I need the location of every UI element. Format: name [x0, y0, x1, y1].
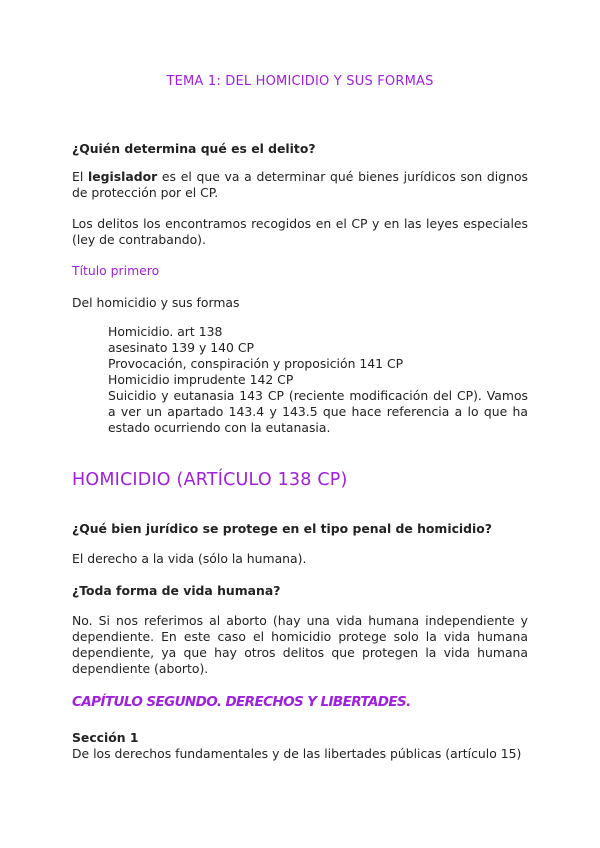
paragraph-legislador: [72, 169, 528, 201]
paragraph-legislador-prefix: El: [72, 169, 88, 184]
heading-capitulo-segundo: CAPÍTULO SEGUNDO. DERECHOS Y LIBERTADES.: [72, 694, 411, 710]
question-bien-juridico: ¿Qué bien jurídico se protege en el tipo penal de homicidio?: [72, 521, 492, 536]
heading-homicidio: HOMICIDIO (ARTÍCULO 138 CP): [72, 470, 348, 490]
list-item: Suicidio y eutanasia 143 CP (reciente modificación del CP). Vamos a ver un apartado 143.4 y 143.5 que hace referencia a lo que ha estado ocurriendo con la eutanasia.: [108, 388, 528, 435]
list-item: Provocación, conspiración y proposición 141 CP: [108, 356, 404, 371]
list-item: Homicidio imprudente 142 CP: [108, 372, 294, 387]
paragraph-legislador-suffix: es el que va a determinar qué bienes jurídicos son dignos de protección por el CP.: [72, 169, 528, 200]
paragraph-homicidio-formas: Del homicidio y sus formas: [72, 295, 240, 310]
page-title: TEMA 1: DEL HOMICIDIO Y SUS FORMAS: [166, 74, 434, 89]
subtitle-titulo-primero: Título primero: [72, 263, 160, 278]
question-toda-forma: ¿Toda forma de vida humana?: [72, 583, 281, 598]
list-item: asesinato 139 y 140 CP: [108, 340, 254, 355]
question-who-determines: ¿Quién determina qué es el delito?: [72, 141, 316, 156]
section-label: Sección 1: [72, 730, 139, 745]
paragraph-delitos: Los delitos los encontramos recogidos en el CP y en las leyes especiales (ley de contrabando).: [72, 216, 528, 247]
forms-list: [108, 324, 528, 436]
paragraph-derecho-vida: El derecho a la vida (sólo la humana).: [72, 551, 307, 566]
paragraph-aborto: No. Si nos referimos al aborto (hay una vida humana independiente y dependiente. En este caso el homicidio protege solo la vida humana dependiente, ya que hay otros delitos que protegen la vida humana dependiente (aborto).: [72, 613, 528, 676]
paragraph-derechos-fundamentales: De los derechos fundamentales y de las libertades públicas (artículo 15): [72, 746, 522, 761]
paragraph-legislador-bold: legislador: [87, 169, 158, 184]
list-item: Homicidio. art 138: [108, 324, 223, 339]
